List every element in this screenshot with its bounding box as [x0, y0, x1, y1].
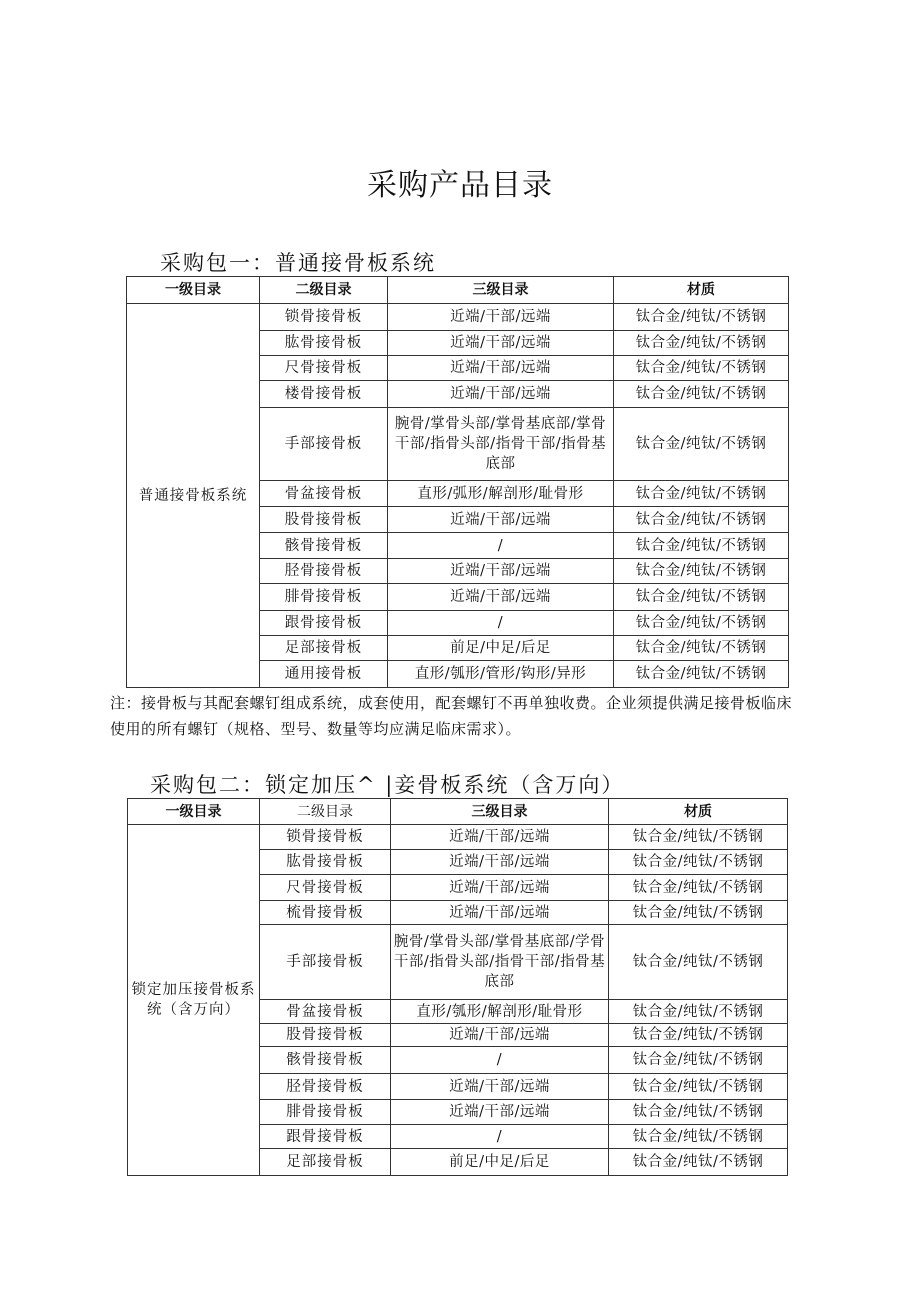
level2-cell: 尺骨接骨板 — [260, 356, 388, 381]
level3-cell: 直形/弧形/解剖形/耻骨形 — [388, 481, 614, 507]
note-text: 注：接骨板与其配套螺钉组成系统，成套使用，配套螺钉不再单独收费。企业须提供满足接骨板临床使用的所有螺钉（规格、型号、数量等均应满足临床需求）。 — [110, 694, 793, 738]
material-cell: 钛合金/纯钛/不锈钢 — [609, 1000, 788, 1024]
group-level1-cell: 普通接骨板系统 — [127, 304, 260, 688]
level3-cell: 近端/干部/远端 — [391, 875, 609, 901]
header-material: 材质 — [614, 277, 789, 304]
level3-cell: 近端/干部/远端 — [388, 304, 614, 331]
level3-cell: 直形/瓠形/解剖形/耻骨形 — [391, 1000, 609, 1024]
header-level3: 三级目录 — [391, 799, 609, 825]
level2-cell: 骸骨接骨板 — [260, 533, 388, 559]
level2-cell: 股骨接骨板 — [260, 507, 388, 533]
level3-cell: 近端/干部/远端 — [388, 381, 614, 408]
level2-cell: 梳骨接骨板 — [260, 901, 391, 925]
material-cell: 钛合金/纯钛/不锈钢 — [614, 331, 789, 356]
material-cell: 钛合金/纯钛/不锈钢 — [609, 1024, 788, 1047]
level2-cell: 肱骨接骨板 — [260, 850, 391, 875]
material-cell: 钛合金/纯钛/不锈钢 — [609, 875, 788, 901]
table-header-row — [128, 799, 788, 825]
level2-cell: 足部接骨板 — [260, 1149, 391, 1176]
material-cell: 钛合金/纯钛/不锈钢 — [614, 533, 789, 559]
level2-cell: 通用接骨板 — [260, 661, 388, 688]
material-cell: 钛合金/纯钛/不锈钢 — [609, 925, 788, 1000]
level3-cell: 近端/干部/远端 — [391, 1074, 609, 1100]
level3-cell: 前足/中足/后足 — [388, 636, 614, 661]
level2-cell: 锁骨接骨板 — [260, 304, 388, 331]
header-level1: 一级目录 — [128, 799, 260, 825]
level2-cell: 肱骨接骨板 — [260, 331, 388, 356]
material-cell: 钛合金/纯钛/不锈钢 — [609, 1074, 788, 1100]
level2-cell: 股骨接骨板 — [260, 1024, 391, 1047]
level3-cell: 腕骨/掌骨头部/掌骨基底部/掌骨干部/指骨头部/指骨干部/指骨基底部 — [388, 408, 614, 481]
group-level1-cell: 锁定加压接骨板系统（含万向） — [128, 825, 260, 1176]
header-level2: 二级目录 — [260, 799, 391, 825]
level3-cell: 近端/干部/远端 — [391, 825, 609, 850]
table-header-row — [127, 277, 789, 304]
level2-cell: 腓骨接骨板 — [260, 1100, 391, 1125]
level2-cell: 手部接骨板 — [260, 925, 391, 1000]
level2-cell: 骨盆接骨板 — [260, 1000, 391, 1024]
material-cell: 钛合金/纯钛/不锈钢 — [614, 381, 789, 408]
material-cell: 钛合金/纯钛/不锈钢 — [609, 850, 788, 875]
package1-table — [126, 276, 789, 688]
material-cell: 钛合金/纯钛/不锈钢 — [614, 481, 789, 507]
page-title: 采购产品目录 — [367, 168, 553, 203]
level3-cell: 近端/干部/远端 — [388, 331, 614, 356]
material-cell: 钛合金/纯钛/不锈钢 — [614, 611, 789, 636]
level2-cell: 跟骨接骨板 — [260, 611, 388, 636]
package2-table — [127, 798, 788, 1176]
header-material: 材质 — [609, 799, 788, 825]
level3-cell: 直形/瓠形/管形/钩形/异形 — [388, 661, 614, 688]
material-cell: 钛合金/纯钛/不锈钢 — [609, 1100, 788, 1125]
material-cell: 钛合金/纯钛/不锈钢 — [614, 636, 789, 661]
level3-cell: / — [391, 1125, 609, 1149]
level3-cell: 近端/干部/远端 — [391, 850, 609, 875]
material-cell: 钛合金/纯钛/不锈钢 — [614, 559, 789, 584]
material-cell: 钛合金/纯钛/不锈钢 — [614, 661, 789, 688]
level2-cell: 腓骨接骨板 — [260, 584, 388, 611]
header-level2: 二级目录 — [260, 277, 388, 304]
level3-cell: / — [391, 1047, 609, 1074]
material-cell: 钛合金/纯钛/不锈钢 — [614, 584, 789, 611]
material-cell: 钛合金/纯钛/不锈钢 — [609, 1149, 788, 1176]
level3-cell: / — [388, 611, 614, 636]
level3-cell: 近端/干部/远端 — [391, 1024, 609, 1047]
level3-cell: 腕骨/掌骨头部/掌骨基底部/学骨干部/指骨头部/指骨干部/指骨基底部 — [391, 925, 609, 1000]
level2-cell: 楼骨接骨板 — [260, 381, 388, 408]
level2-cell: 锁骨接骨板 — [260, 825, 391, 850]
material-cell: 钛合金/纯钛/不锈钢 — [614, 507, 789, 533]
level2-cell: 骨盆接骨板 — [260, 481, 388, 507]
material-cell: 钛合金/纯钛/不锈钢 — [609, 1125, 788, 1149]
package1-heading: 采购包一：普通接骨板系统 — [160, 251, 436, 275]
level3-cell: 近端/干部/远端 — [388, 356, 614, 381]
level2-cell: 胫骨接骨板 — [260, 559, 388, 584]
material-cell: 钛合金/纯钛/不锈钢 — [614, 356, 789, 381]
material-cell: 钛合金/纯钛/不锈钢 — [609, 1047, 788, 1074]
material-cell: 钛合金/纯钛/不锈钢 — [614, 408, 789, 481]
level3-cell: 近端/干部/远端 — [388, 507, 614, 533]
level2-cell: 足部接骨板 — [260, 636, 388, 661]
level2-cell: 骸骨接骨板 — [260, 1047, 391, 1074]
material-cell: 钛合金/纯钛/不锈钢 — [609, 825, 788, 850]
level2-cell: 手部接骨板 — [260, 408, 388, 481]
material-cell: 钛合金/纯钛/不锈钢 — [609, 901, 788, 925]
level3-cell: 近端/干部/远端 — [388, 584, 614, 611]
level3-cell: 近端/干部/远端 — [388, 559, 614, 584]
header-level3: 三级目录 — [388, 277, 614, 304]
level2-cell: 尺骨接骨板 — [260, 875, 391, 901]
table-row — [128, 825, 788, 850]
material-cell: 钛合金/纯钛/不锈钢 — [614, 304, 789, 331]
level2-cell: 跟骨接骨板 — [260, 1125, 391, 1149]
header-level1: 一级目录 — [127, 277, 260, 304]
level3-cell: 前足/中足/后足 — [391, 1149, 609, 1176]
level2-cell: 胫骨接骨板 — [260, 1074, 391, 1100]
level3-cell: 近端/干部/远端 — [391, 1100, 609, 1125]
level3-cell: 近端/干部/远端 — [391, 901, 609, 925]
package2-heading: 采购包二：锁定加压^ |妾骨板系统（含万向） — [150, 773, 625, 797]
level3-cell: / — [388, 533, 614, 559]
table-row — [127, 304, 789, 331]
